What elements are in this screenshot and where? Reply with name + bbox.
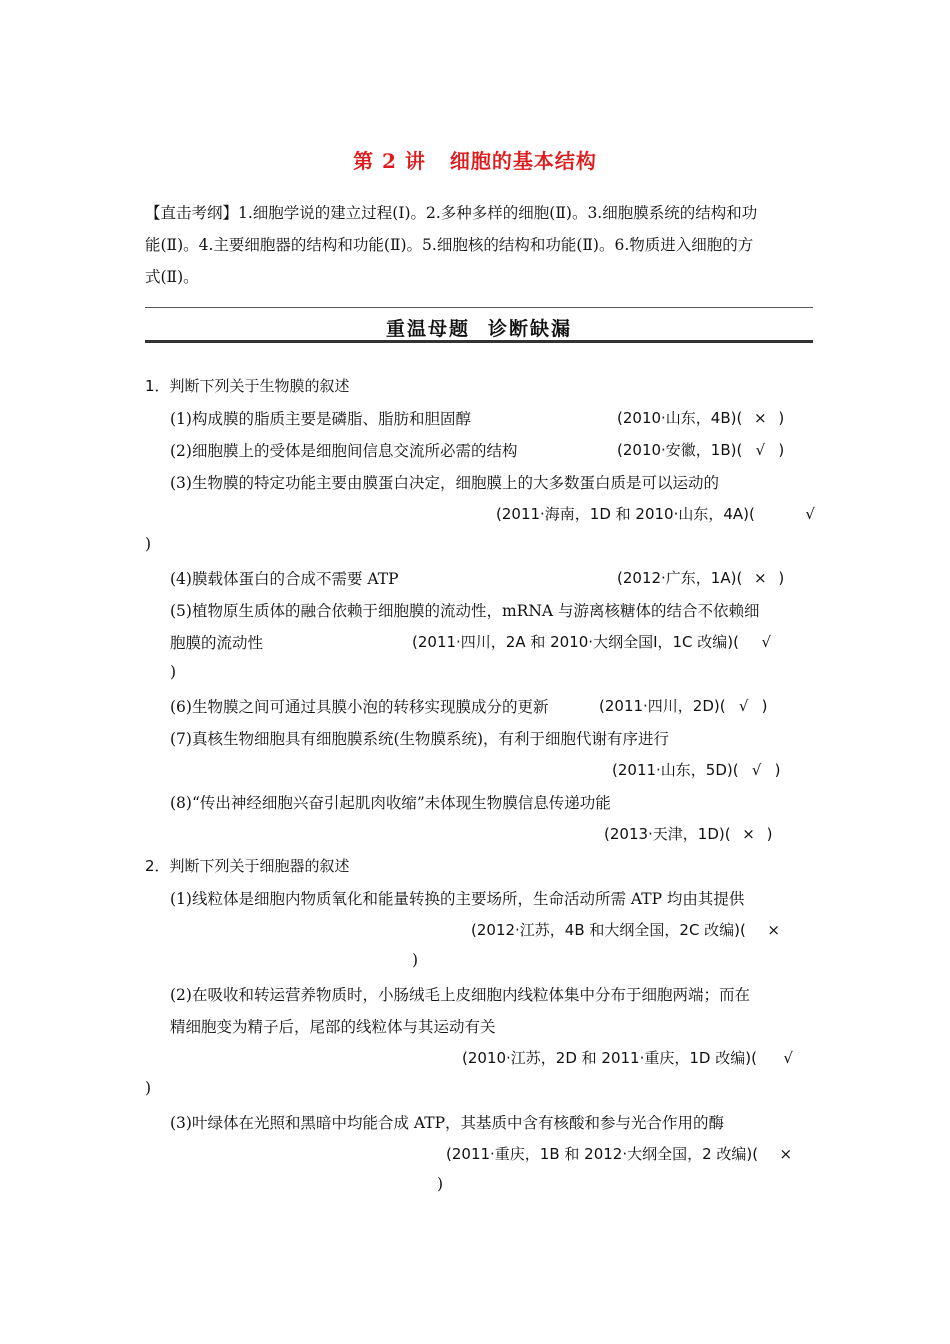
q1-item-5-text-2: 胞膜的流动性 <box>170 634 264 652</box>
q2-item-3-answer <box>446 1143 792 1164</box>
q2-item-2-close: ) <box>145 1079 152 1097</box>
q1-item-6-mark: √ <box>738 697 749 715</box>
q1-item-6-answer <box>599 695 767 716</box>
q1-item-3-text: (3)生物膜的特定功能主要由膜蛋白决定，细胞膜上的大多数蛋白质是可以运动的 <box>170 474 719 492</box>
q1-item-5-source: (2011·四川，2A 和 2010·大纲全国Ⅰ，1C 改编)( <box>412 633 739 651</box>
q2-item-3-text: (3)叶绿体在光照和黑暗中均能合成 ATP，其基质中含有核酸和参与光合作用的酶 <box>170 1114 724 1132</box>
q2-item-2-answer <box>462 1047 793 1068</box>
title-topic: 细胞的基本结构 <box>449 149 597 173</box>
q1-item-5-text-1: (5)植物原生质体的融合依赖于细胞膜的流动性，mRNA 与游离核糖体的结合不依赖细 <box>170 602 760 620</box>
intro-text-1: 1.细胞学说的建立过程(Ⅰ)。2.多种多样的细胞(Ⅱ)。3.细胞膜系统的结构和功 <box>238 204 758 222</box>
q1-item-1-mark: × <box>754 409 767 427</box>
q2-item-2-mark: √ <box>783 1049 793 1067</box>
question-2-heading: 2．判断下列关于细胞器的叙述 <box>145 857 350 875</box>
page-title <box>0 145 950 174</box>
q1-item-1-close: ) <box>778 409 785 427</box>
q1-item-3-mark: √ <box>805 505 815 523</box>
q2-item-2-text-1: (2)在吸收和转运营养物质时，小肠绒毛上皮细胞内线粒体集中分布于细胞两端；而在 <box>170 986 750 1004</box>
q1-item-4-answer <box>617 567 784 588</box>
intro-line-3: 式(Ⅱ)。 <box>145 268 199 286</box>
q2-item-1-mark: × <box>767 921 780 939</box>
q1-item-2-mark: √ <box>755 441 766 459</box>
q1-item-1-answer <box>617 407 784 428</box>
q2-item-2-text-2: 精细胞变为精子后，尾部的线粒体与其运动有关 <box>170 1018 496 1036</box>
q1-item-4-source: (2012·广东，1A)( <box>617 569 743 587</box>
section-title-part1: 重温母题 <box>385 318 470 340</box>
q1-item-8-source: (2013·天津，1D)( <box>604 825 731 843</box>
q1-item-5-mark: √ <box>761 633 771 651</box>
q1-item-4-mark: × <box>754 569 767 587</box>
q1-item-4-text: (4)膜载体蛋白的合成不需要 ATP <box>170 570 399 588</box>
title-lecture-number: 第 2 讲 <box>353 149 426 173</box>
q1-item-2-answer <box>617 439 784 460</box>
q1-item-3-close: ) <box>145 535 152 553</box>
q1-item-7-source: (2011·山东，5D)( <box>612 761 739 779</box>
q1-item-5-answer <box>412 631 771 652</box>
q1-item-2-source: (2010·安徽，1B)( <box>617 441 743 459</box>
q2-item-3-source: (2011·重庆，1B 和 2012·大纲全国，2 改编)( <box>446 1145 759 1163</box>
q2-item-1-answer <box>471 919 780 940</box>
q1-item-4-close: ) <box>778 569 785 587</box>
q1-item-5-close: ) <box>170 663 177 681</box>
q1-item-8-close: ) <box>766 825 773 843</box>
q1-item-7-mark: √ <box>751 761 762 779</box>
section-top-rule <box>145 307 813 308</box>
q2-item-1-source: (2012·江苏，4B 和大纲全国，2C 改编)( <box>471 921 746 939</box>
q1-item-3-answer <box>496 503 815 524</box>
q1-item-8-answer <box>604 823 772 844</box>
q1-item-7-close: ) <box>774 761 781 779</box>
q1-item-1-source: (2010·山东，4B)( <box>617 409 743 427</box>
q1-item-7-answer <box>612 759 780 780</box>
q1-item-2-close: ) <box>778 441 785 459</box>
q1-item-6-close: ) <box>761 697 768 715</box>
intro-line-2: 能(Ⅱ)。4.主要细胞器的结构和功能(Ⅱ)。5.细胞核的结构和功能(Ⅱ)。6.物质进入细胞的方 <box>145 236 754 254</box>
q1-item-7-text: (7)真核生物细胞具有细胞膜系统(生物膜系统)，有利于细胞代谢有序进行 <box>170 730 670 748</box>
q2-item-3-mark: × <box>779 1145 793 1163</box>
q2-item-3-close: ) <box>437 1175 444 1193</box>
intro-line-1 <box>145 201 757 223</box>
q1-item-3-source: (2011·海南，1D 和 2010·山东，4A)( <box>496 505 755 523</box>
section-title-part2: 诊断缺漏 <box>488 318 573 340</box>
intro-label: 【直击考纲】 <box>145 204 239 222</box>
q1-item-2-text: (2)细胞膜上的受体是细胞间信息交流所必需的结构 <box>170 442 518 460</box>
section-title <box>145 314 813 341</box>
q1-item-1-text: (1)构成膜的脂质主要是磷脂、脂肪和胆固醇 <box>170 410 471 428</box>
question-1-heading: 1．判断下列关于生物膜的叙述 <box>145 377 350 395</box>
q2-item-1-text: (1)线粒体是细胞内物质氧化和能量转换的主要场所，生命活动所需 ATP 均由其提供 <box>170 890 745 908</box>
q2-item-2-source: (2010·江苏，2D 和 2011·重庆，1D 改编)( <box>462 1049 757 1067</box>
q1-item-6-text: (6)生物膜之间可通过具膜小泡的转移实现膜成分的更新 <box>170 698 549 716</box>
section-bottom-rule <box>145 340 813 343</box>
q1-item-8-mark: × <box>742 825 755 843</box>
q2-item-1-close: ) <box>412 951 419 969</box>
q1-item-6-source: (2011·四川，2D)( <box>599 697 726 715</box>
q1-item-8-text: (8)“传出神经细胞兴奋引起肌肉收缩”未体现生物膜信息传递功能 <box>170 794 611 812</box>
